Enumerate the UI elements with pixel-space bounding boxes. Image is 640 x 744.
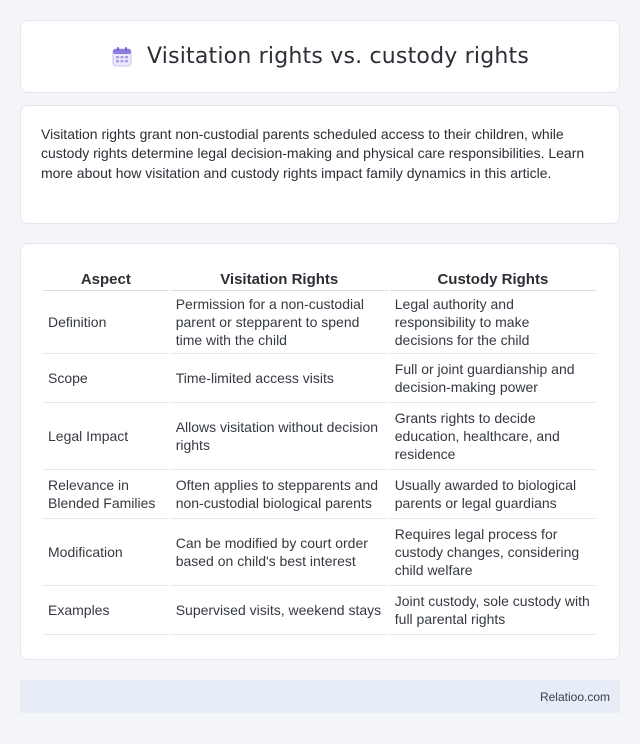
- cell-custody: Legal authority and responsibility to make decisions for the child: [390, 291, 596, 354]
- comparison-card: [20, 243, 620, 660]
- table-row: [43, 519, 596, 586]
- cell-aspect: Definition: [43, 291, 169, 354]
- cell-aspect: Examples: [43, 586, 169, 635]
- cell-visitation: Often applies to stepparents and non-custodial biological parents: [171, 470, 388, 519]
- page-title: Visitation rights vs. custody rights: [146, 44, 530, 69]
- cell-visitation: Allows visitation without decision rights: [171, 403, 388, 470]
- cell-visitation: Permission for a non-custodial parent or stepparent to spend time with the child: [171, 291, 388, 354]
- cell-aspect: Modification: [43, 519, 169, 586]
- table-row: [43, 403, 596, 470]
- intro-card: [20, 105, 620, 224]
- cell-visitation: Supervised visits, weekend stays: [171, 586, 388, 635]
- cell-aspect: Legal Impact: [43, 403, 169, 470]
- table-header-row: [43, 265, 596, 291]
- table-row: [43, 291, 596, 354]
- header-aspect: Aspect: [43, 265, 169, 291]
- header-custody: Custody Rights: [390, 265, 596, 291]
- calendar-icon: [111, 46, 133, 68]
- cell-visitation: Can be modified by court order based on child's best interest: [171, 519, 388, 586]
- footer-brand: Relatioo.com: [539, 689, 610, 704]
- footer: [20, 680, 620, 713]
- table-row: [43, 470, 596, 519]
- intro-text: Visitation rights grant non-custodial parents scheduled access to their children, while custody rights determine legal decision-making and physical care responsibilities. Learn more about how visitation and custody rights impact family dynamics in this article.: [41, 126, 585, 181]
- cell-aspect: Scope: [43, 354, 169, 403]
- cell-visitation: Time-limited access visits: [171, 354, 388, 403]
- cell-custody: Usually awarded to biological parents or legal guardians: [390, 470, 596, 519]
- comparison-table: [41, 265, 598, 635]
- cell-custody: Full or joint guardianship and decision-making power: [390, 354, 596, 403]
- cell-aspect: Relevance in Blended Families: [43, 470, 169, 519]
- cell-custody: Requires legal process for custody changes, considering child welfare: [390, 519, 596, 586]
- cell-custody: Grants rights to decide education, healthcare, and residence: [390, 403, 596, 470]
- cell-custody: Joint custody, sole custody with full parental rights: [390, 586, 596, 635]
- table-row: [43, 586, 596, 635]
- header-visitation: Visitation Rights: [171, 265, 388, 291]
- table-row: [43, 354, 596, 403]
- title-card: [20, 20, 620, 93]
